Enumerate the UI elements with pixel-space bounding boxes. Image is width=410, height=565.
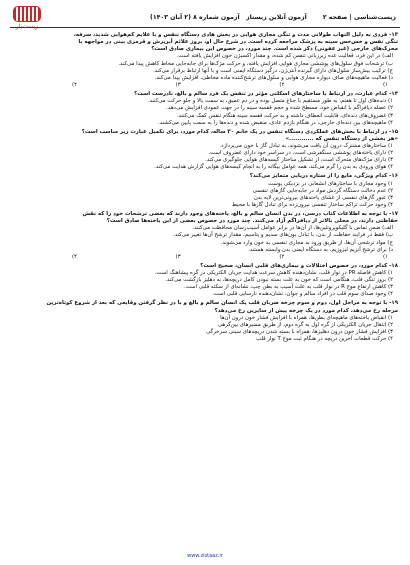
logo-mark-icon (13, 6, 41, 22)
answer-line[interactable]: ۲) انتقال جریان الکتریکی از گره اول به گره دوم، از طریق مسیرهای بین‌گرهی (217, 321, 393, 328)
question-stem: مرحله رخ می‌دهد، کدام مورد در یک چرخه پیش از سایرین رخ می‌دهد؟ (214, 307, 398, 314)
exam-title (150, 14, 307, 21)
option-number[interactable]: ۲) (279, 253, 285, 260)
question-stem: ۱۵- در ارتباط با بخش‌های عملکردی دستگاه تنفس در یک خانم ۳۰ ساله، کدام مورد، برای تکمیل عبارت زیر مناسب است؟ (81, 128, 398, 135)
exam-number-label: آزمون شماره ۸ (۲ آبان ۱۴۰۳) (150, 14, 240, 21)
answer-line[interactable]: ۲) دارای یاخته‌های پوششی سنگفرشی است، در سراسر خود دارای غضروف است. (208, 150, 393, 157)
question-block (12, 129, 398, 174)
option-number-row (12, 82, 398, 89)
answer-line[interactable]: ۱) وجود مجاری با ساختارهای انشعابی در نزدیکی پوست (268, 180, 393, 187)
question-stem: ۱۷- با توجه به اطلاعات کتاب درسی، در بدن انسان سالم و بالغ، یاخته‌های وجود دارند که بعضی ترشحات خود را که نقش (82, 210, 398, 217)
question-block (12, 173, 398, 211)
question-block (12, 263, 398, 301)
question-stem: ۱۳- فردی به دلیل التهاب طولانی مدت و تنگی مجاری هوایی در بخش هادی دستگاه تنفس و با علایم کم‌هوایی شدید، سرفه، (73, 32, 398, 38)
answer-line[interactable]: ۳) کاهش ارتفاع موج R در نوار قلب به علت آسیب به بطن چپ، نشانه‌ای از سکته قلبی است. (184, 284, 393, 291)
answer-line[interactable]: د) فعالیت ماهیچه‌های صاف دیواره مجاری هوایی و سلول‌های ترشح‌کننده ماده مخاطی، افزایش پیدا می‌کند. (154, 74, 393, 81)
footer-url[interactable]: www.zistaaz.ir (187, 553, 223, 559)
question-stem: تنگی نفس و خس‌خس سینه به پزشک مراجعه کرده است. در شرح حال او، بروز علائم آبریزش و قرمزی بینی در مواجهه با (78, 39, 398, 46)
question-spacer (12, 343, 398, 345)
answer-line[interactable]: ۳) افزایش فشار خون درون دهلیزها، همراه با بسته شدن دریچه‌های سینی سرخرگی (206, 329, 393, 336)
answer-line[interactable]: ج) مواد ترشحی آن‌ها، از طریق ورود به مجاری تنفسی به خون وارد می‌شوند. (220, 239, 393, 246)
option-number[interactable]: ۴) (72, 253, 78, 260)
question-block (12, 32, 398, 91)
answer-line[interactable]: الف) در این فرد، فعالیت غده زیرزبانی تنفس کم شده، و مقدار اکسیژن خون افزایش یافته است. (176, 53, 393, 60)
question-stem: ۱۴- کدام عبارت، در ارتباط با ساختارهای اسکلتی مؤثر در تنفس یک فرد سالم و بالغ، نادرست است؟ (134, 91, 398, 98)
question-stem: محرک‌های خارجی (غیر عفونی) ذکر شده است. چند مورد، در خصوص این بیماری صادق است؟ (151, 46, 398, 53)
answer-line[interactable]: ۱) کاهش فاصله PR در نوار قلب، نشان‌دهنده کاهش سرعت هدایت جریان الکتریکی در گره پیشاهنگ است. (154, 269, 393, 276)
question-stem: حفاظتی دارند، در محلی بالاتر از دیافراگم آزاد می‌کنند. چند مورد در خصوص بعضی از این یاخته‌ها صادق است؟ (106, 218, 398, 225)
answer-line[interactable]: ۱) دنده‌های اول تا هفتم، به طور مستقیم با جناغ متصل بوده و در دم عمیق، به سمت بالا و جلو حرکت می‌کنند. (147, 98, 393, 105)
answer-line[interactable]: ۲) عدم دخالت دستگاه گردش مواد در جابه‌جایی گازهای تنفسی (252, 187, 393, 194)
answer-line[interactable]: ۲) عضله دیافراگم با انقباض خود، مسطح شده و حجم قفسه سینه را در جهت عمودی افزایش می‌دهد. (166, 105, 393, 112)
answer-line[interactable]: د) برای ترشح آنزیم لیزوزیم، به دستگاه ایمنی بدن وابسته هستند. (248, 246, 393, 253)
answer-line[interactable]: ۱) انقباض یاخته‌های ماهیچه‌ای بطن‌ها، همراه با افزایش فشار خون درون آن‌ها (220, 314, 393, 321)
answer-line[interactable]: ب) فقط در فرایند حفاظت از بدن، با تبادل یون‌های سدیم و پتاسیم، مقدار ترشح آن‌ها تغییر می‌کند. (172, 232, 393, 239)
answer-line[interactable]: ۱) ساختارهای مشترک درون آن یافت می‌شوند، به تبادل گاز با خون می‌پردازد. (219, 142, 393, 149)
question-block (12, 211, 398, 263)
question-stem: ۱۶- کدام ویژگی، مایع را از ستاره دریایی متمایز می‌کند؟ (249, 173, 398, 180)
answer-line[interactable]: ۴) وجود حرکت تراکم ساختار تنفسی بیرون‌زده برای تبادل گازها با محیط (231, 201, 393, 208)
question-stem: «هر بخشی از دستگاه تنفس که ............» (285, 135, 398, 142)
section-page-label: زیست‌شناسی | صفحه ۲ (322, 14, 396, 21)
answer-line[interactable]: ج) ترکیب بیش‌ساز سلول‌های دارای گیرنده آنتی‌ژن، درگیر دستگاه ایمنی است و با آنها ارتباط برقرار می‌کند. (152, 67, 393, 74)
answer-line[interactable]: ۴) وجود صدای سوم قلب در افراد سالم و جوان، نشان‌دهنده نارسایی قلبی است. (212, 291, 393, 298)
option-number[interactable]: ۲) (279, 82, 285, 89)
header-divider (10, 27, 400, 28)
online-exam-label: آزمون آنلاین زیستاز (246, 14, 307, 21)
answer-line[interactable]: ۴) حرکت قطعات آخرین دریچه در هنگام ثبت موج T نوار قلب (256, 336, 393, 343)
option-number[interactable]: ۳) (175, 82, 181, 89)
question-block (12, 91, 398, 129)
answer-line[interactable]: الف) ضمن تماس با گلیکوپروتئین‌ها، از آن‌ها در برابر عوامل آسیب‌رسان محافظت می‌کنند. (192, 225, 393, 232)
answer-line[interactable]: ب) ترشحات فوق سلول‌های پوششی مجاری هوایی افزایش یافته، و حرکت مژک‌ها برای جابه‌جایی مخاط کاهش پیدا می‌کند. (118, 60, 393, 67)
logo-text: زیست‌باز (15, 23, 39, 30)
answer-line[interactable]: ۳) دارای مژک‌های متحرک است، از تشکیل ساختار کیسه‌های هوایی جلوگیری می‌کند. (205, 157, 393, 164)
answer-line[interactable]: ۴) ماهیچه‌های بین دنده‌ای خارجی، در هنگام بازدم عادی، منقبض شده و دنده‌ها را به سمت پایین می‌کشند. (158, 119, 393, 126)
option-number[interactable]: ۴) (72, 82, 78, 89)
question-stem: ۱۸- کدام مورد، در خصوص اختلالات و بیماری‌های قلبی انسان، صحیح است؟ (200, 262, 398, 269)
answer-line[interactable]: ۲) بروز تنگی قلب، هنگامی است که خون به علت بسته نبودن کامل دریچه‌ها، به دهلیز بازگشت می‌کند. (165, 277, 393, 284)
question-block (12, 300, 398, 345)
questions-container (12, 32, 398, 345)
answer-line[interactable]: ۳) غضروف‌های دنده‌ای، قابلیت انعطاف داشته و به حرکت قفسه سینه هنگام تنفس کمک می‌کنند. (176, 112, 393, 119)
option-number-row (12, 254, 398, 261)
option-number[interactable]: ۳) (175, 253, 181, 260)
option-number[interactable]: ۱) (382, 82, 388, 89)
answer-line[interactable]: ۴) هوای ورودی به بدن را گرم می‌کند، همه عوامل بیگانه را به انجام کیسه‌های هوایی گزارش هدایت می‌کند. (154, 164, 393, 171)
option-number[interactable]: ۱) (382, 253, 388, 260)
question-stem: ۱۹- با توجه به مراحل اول، دوم و سوم چرخه ضربان قلب یک انسان سالم و بالغ و با در نظر گرفتن وقایعی که بعد از شروع کوتاه‌ترین (46, 300, 398, 307)
answer-line[interactable]: ۳) عبور گازهای تنفسی از غشای یاخته‌های بیرونی‌ترین لایه بدن (253, 194, 393, 201)
